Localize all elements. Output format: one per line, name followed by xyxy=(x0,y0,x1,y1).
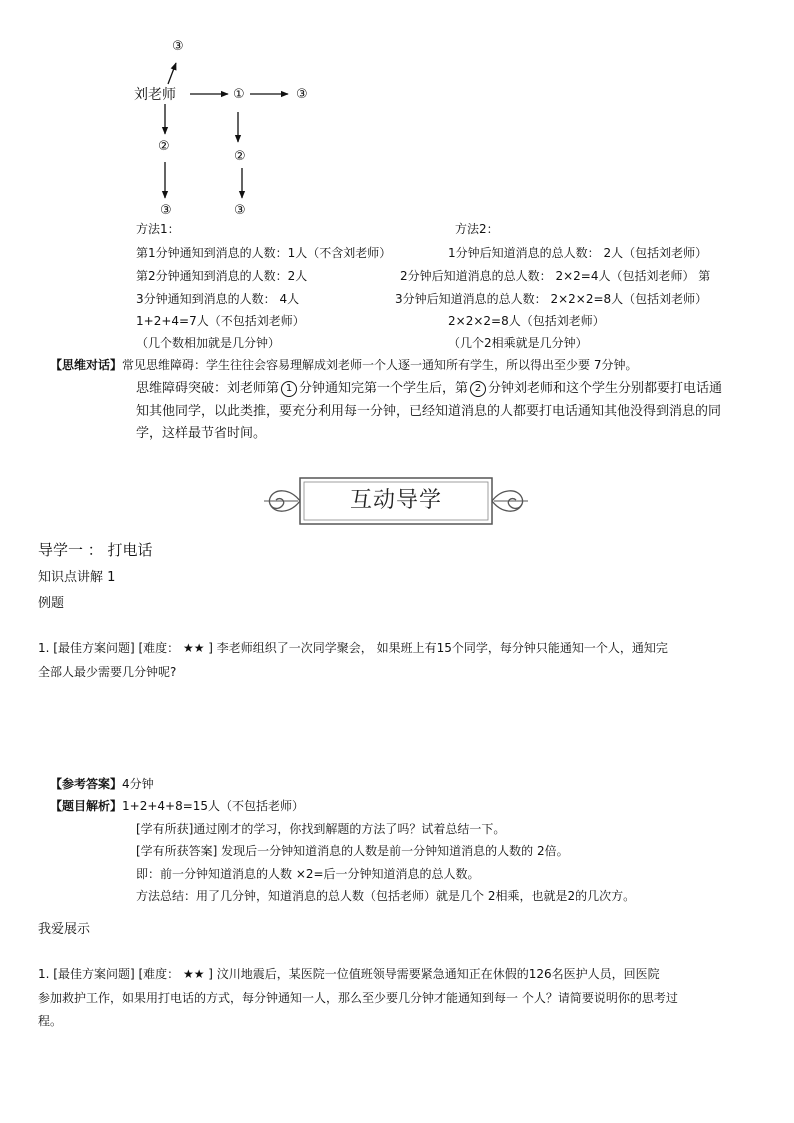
method1-line: 1+2+4=7人（不包括刘老师） xyxy=(136,314,305,328)
method1-line: 第2分钟通知到消息的人数：2人 xyxy=(136,269,308,283)
show-heading: 我爱展示 xyxy=(38,922,91,937)
node-left-2: ② xyxy=(158,139,170,154)
show-question-line1: 1. [最佳方案问题] [难度： ★★ ] 汶川地震后，某医院一位值班领导需要紧急通知正在休假的126名医护人员，回医院 xyxy=(38,967,660,981)
thinking-obstacle: 常见思维障碍：学生往往会容易理解成刘老师一个人逐一通知所有学生，所以得出至少要 7分钟。 xyxy=(122,358,638,372)
reference-answer xyxy=(50,776,154,792)
node-left-3: ③ xyxy=(160,203,172,218)
reference-answer-value: 4分钟 xyxy=(122,777,154,791)
method1-line: （几个数相加就是几分钟） xyxy=(136,336,281,350)
circled-number-2: 2 xyxy=(470,381,486,397)
diagram-arrows xyxy=(130,36,330,221)
method2-line: 2×2×2=8人（包括刘老师） xyxy=(448,314,605,328)
analysis xyxy=(50,798,304,814)
breakthrough-text-2: 分钟通知完第一个学生后，第 xyxy=(299,381,469,396)
thinking-label: 【思维对话】 xyxy=(50,358,123,372)
thinking-line3: 知其他同学，以此类推，要充分利用每一分钟，已经知道消息的人都要打电话通知其他没得到消息的同 xyxy=(136,404,722,419)
question1-line2: 全部人最少需要几分钟呢? xyxy=(38,665,177,679)
node-root: 刘老师 xyxy=(134,87,176,103)
method1-title: 方法1： xyxy=(136,222,180,236)
node-top: ③ xyxy=(172,39,184,54)
reference-answer-label: 【参考答案】 xyxy=(50,777,123,791)
notification-tree-diagram xyxy=(130,36,330,221)
learning-gain-answer: [学有所获答案] 发现后一分钟知道消息的人数是前一分钟知道消息的人数的 2倍。 xyxy=(136,844,569,858)
method2-title: 方法2： xyxy=(455,222,499,236)
node-right-2: ② xyxy=(234,149,246,164)
arrow-root-to-top xyxy=(168,63,176,84)
show-question-line2: 参加救护工作，如果用打电话的方式，每分钟通知一人，那么至少要几分钟才能通知到每一 个人？请简要说明你的思考过 xyxy=(38,991,678,1005)
method1-line: 3分钟通知到消息的人数： 4人 xyxy=(136,292,300,306)
section-heading: 导学一 ： 打电话 xyxy=(38,541,153,559)
formula-line: 即：前一分钟知道消息的人数 ×2=后一分钟知道消息的总人数。 xyxy=(136,867,480,881)
thinking-line4: 学，这样最节省时间。 xyxy=(136,426,267,441)
thinking-breakthrough xyxy=(136,380,722,398)
analysis-label: 【题目解析】 xyxy=(50,799,123,813)
method1-line: 第1分钟通知到消息的人数：1人（不含刘老师） xyxy=(136,246,392,260)
breakthrough-text-3: 分钟刘老师和这个学生分别都要打电话通 xyxy=(488,381,723,396)
question1-line1: 1. [最佳方案问题] [难度： ★★ ] 李老师组织了一次同学聚会， 如果班上有15个同学，每分钟只能通知一个人，通知完 xyxy=(38,641,668,655)
section-banner xyxy=(262,474,530,528)
node-1: ① xyxy=(233,87,245,102)
knowledge-heading: 知识点讲解 1 xyxy=(38,570,116,585)
node-right-3: ③ xyxy=(234,203,246,218)
node-1-right: ③ xyxy=(296,87,308,102)
method-summary: 方法总结：用了几分钟，知道消息的总人数（包括老师）就是几个 2相乘，也就是2的几次方。 xyxy=(136,889,636,903)
breakthrough-text-1: 思维障碍突破：刘老师第 xyxy=(136,381,280,396)
learning-gain: [学有所获]通过刚才的学习，你找到解题的方法了吗？试着总结一下。 xyxy=(136,822,506,836)
analysis-value: 1+2+4+8=15人（不包括老师） xyxy=(122,799,305,813)
thinking-dialog-line1 xyxy=(50,357,637,373)
method2-line: 3分钟后知道消息的总人数： 2×2×2=8人（包括刘老师） xyxy=(395,292,708,306)
banner-title: 互动导学 xyxy=(349,488,442,513)
method2-line: （几个2相乘就是几分钟） xyxy=(448,336,588,350)
method2-line: 2分钟后知道消息的总人数： 2×2=4人（包括刘老师） 第 xyxy=(400,269,711,283)
method2-line: 1分钟后知道消息的总人数： 2人（包括刘老师） xyxy=(448,246,708,260)
circled-number-1: 1 xyxy=(281,381,297,397)
show-question-line3: 程。 xyxy=(38,1014,63,1028)
example-heading: 例题 xyxy=(38,596,65,611)
